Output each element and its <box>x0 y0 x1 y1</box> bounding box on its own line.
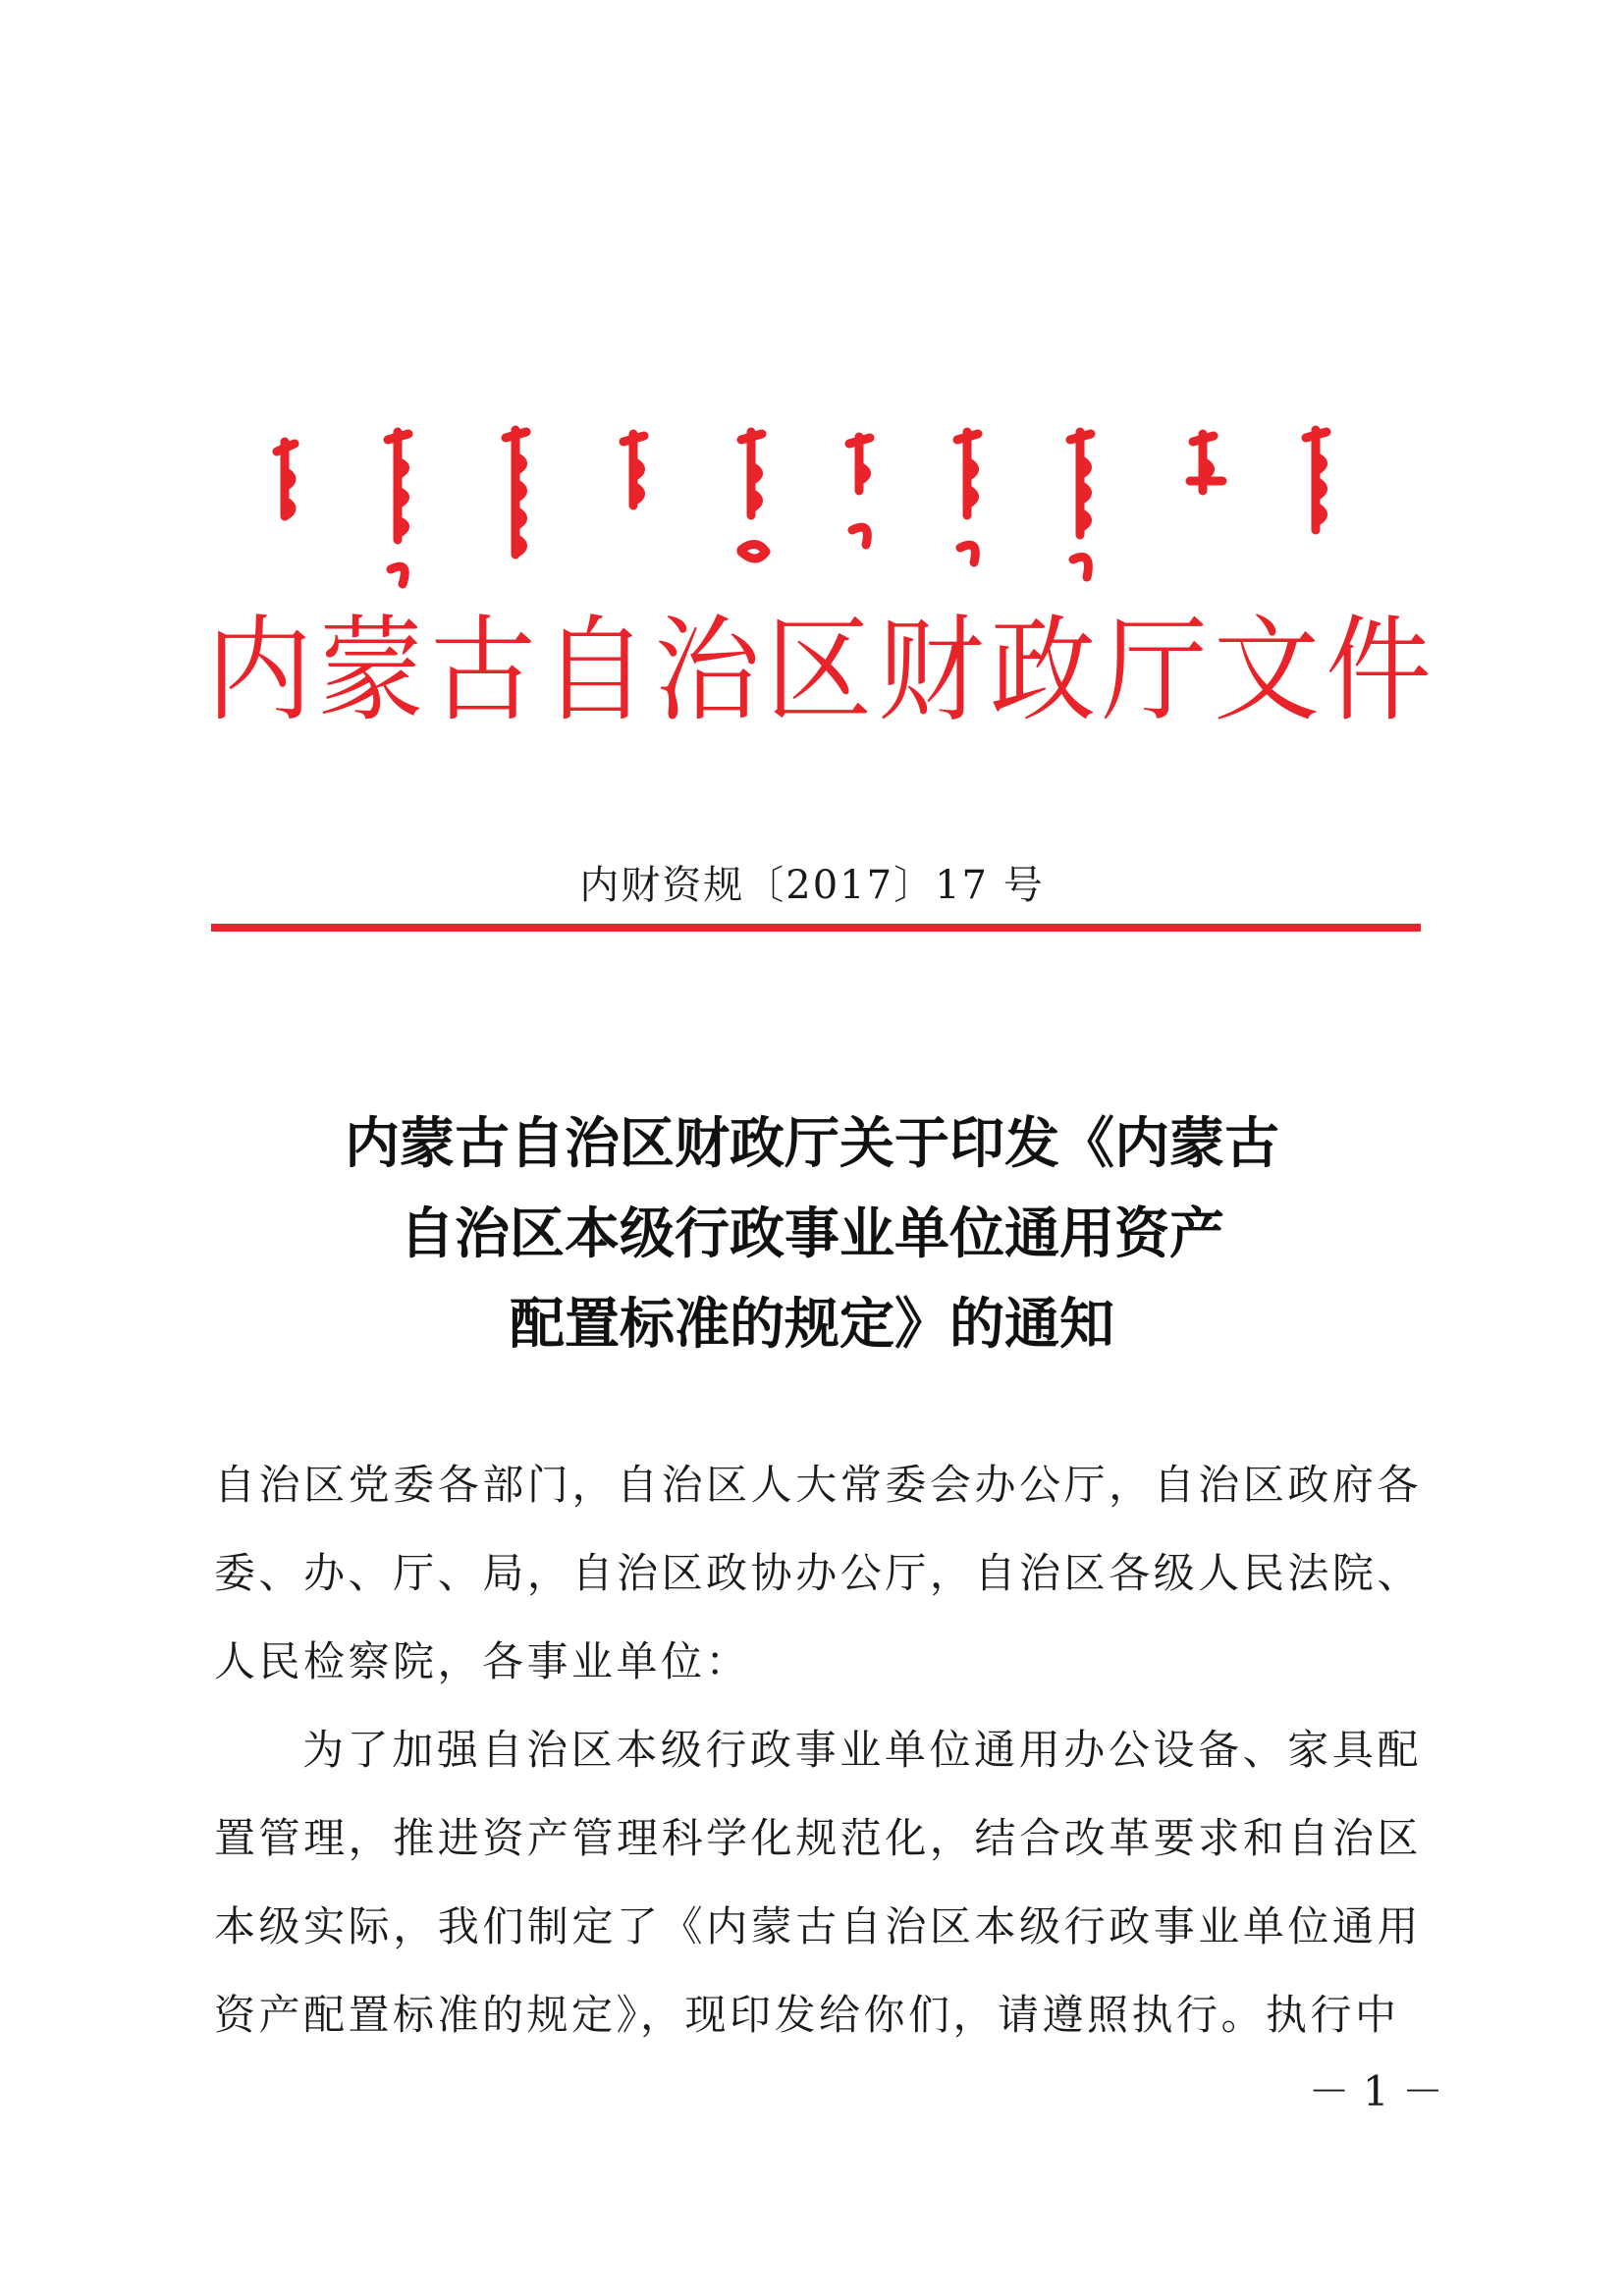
notice-title-line-2: 自治区本级行政事业单位通用资产 <box>400 1202 1224 1266</box>
document-number: 内财资规〔2017〕17 号 <box>579 863 1045 908</box>
issuing-authority-title: 内蒙古自治区财政厅文件 <box>206 604 1438 737</box>
notice-title-line-3: 配置标准的规定》的通知 <box>510 1293 1114 1357</box>
notice-title <box>0 1099 1624 1370</box>
red-divider-line <box>211 924 1421 932</box>
notice-body <box>214 1441 1422 2059</box>
recipients-paragraph: 自治区党委各部门，自治区人大常委会办公厅，自治区政府各委、办、厅、局，自治区政协办公厅，自治区各级人民法院、人民检察院，各事业单位： <box>214 1461 1422 1685</box>
notice-title-line-1: 内蒙古自治区财政厅关于印发《内蒙古 <box>345 1112 1279 1176</box>
page-number: － 1 － <box>1308 2067 1443 2115</box>
mongolian-script-title-icon <box>265 422 1375 589</box>
body-paragraph-1: 为了加强自治区本级行政事业单位通用办公设备、家具配置管理，推进资产管理科学化规范化，结合改革要求和自治区本级实际，我们制定了《内蒙古自治区本级行政事业单位通用资产配置标准的规定》，现印发给你们，请遵照执行。执行中 <box>214 1726 1422 2039</box>
